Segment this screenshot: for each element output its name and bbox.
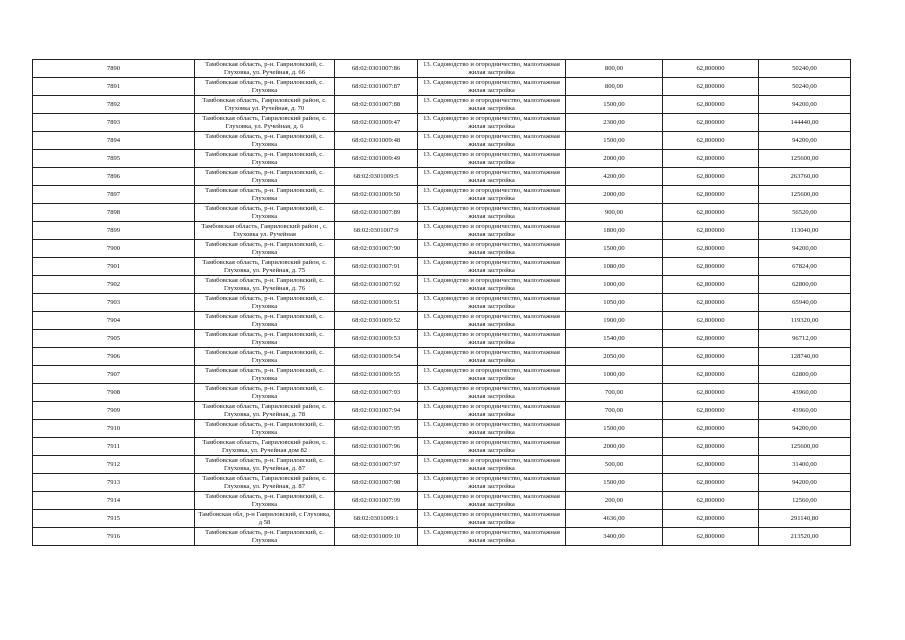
area-cell: 1800,00: [566, 222, 663, 240]
row-number-cell: 7905: [33, 330, 195, 348]
land-use-cell: 13. Садоводство и огородничество, малоэтажная жилая застройка: [418, 330, 566, 348]
cadastral-number-cell: 68:02:0301007:92: [335, 276, 418, 294]
address-cell: Тамбовская область, р-н. Гавриловский, с. Глуховка: [195, 492, 335, 510]
specific-value-cell: 62,800000: [663, 384, 759, 402]
table-row: [33, 420, 851, 438]
area-cell: 700,00: [566, 402, 663, 420]
table-row: [33, 114, 851, 132]
land-use-cell: 13. Садоводство и огородничество, малоэтажная жилая застройка: [418, 438, 566, 456]
table-row: [33, 60, 851, 78]
address-cell: Тамбовская область, р-н. Гавриловский, с. Глуховка: [195, 528, 335, 546]
specific-value-cell: 62,800000: [663, 114, 759, 132]
address-cell: Тамбовская область, р-н. Гавриловский, с. Глуховка: [195, 420, 335, 438]
table-row: [33, 312, 851, 330]
cadastral-number-cell: 68:02:0301009:52: [335, 312, 418, 330]
address-cell: Тамбовская область, р-н. Гавриловский, с. Глуховка: [195, 384, 335, 402]
land-use-cell: 13. Садоводство и огородничество, малоэтажная жилая застройка: [418, 456, 566, 474]
cadastral-value-table: [32, 59, 851, 546]
row-number-cell: 7891: [33, 78, 195, 96]
area-cell: 2000,00: [566, 150, 663, 168]
table-row: [33, 78, 851, 96]
table-row: [33, 240, 851, 258]
address-cell: Тамбовская обл, р-н Гавриловский, с Глуховка, д 58: [195, 510, 335, 528]
cadastral-number-cell: 68:02:0301007:87: [335, 78, 418, 96]
cadastral-value-cell: 125600,00: [759, 150, 851, 168]
table-row: [33, 402, 851, 420]
cadastral-number-cell: 68:02:0301009:5: [335, 168, 418, 186]
specific-value-cell: 62,800000: [663, 60, 759, 78]
table-row: [33, 366, 851, 384]
cadastral-value-cell: 119320,00: [759, 312, 851, 330]
specific-value-cell: 62,800000: [663, 510, 759, 528]
land-use-cell: 13. Садоводство и огородничество, малоэтажная жилая застройка: [418, 150, 566, 168]
row-number-cell: 7892: [33, 96, 195, 114]
row-number-cell: 7909: [33, 402, 195, 420]
land-use-cell: 13. Садоводство и огородничество, малоэтажная жилая застройка: [418, 222, 566, 240]
land-use-cell: 13. Садоводство и огородничество, малоэтажная жилая застройка: [418, 186, 566, 204]
specific-value-cell: 62,800000: [663, 402, 759, 420]
cadastral-value-cell: 62800,00: [759, 366, 851, 384]
area-cell: 800,00: [566, 60, 663, 78]
row-number-cell: 7898: [33, 204, 195, 222]
land-use-cell: 13. Садоводство и огородничество, малоэтажная жилая застройка: [418, 348, 566, 366]
area-cell: 800,00: [566, 78, 663, 96]
specific-value-cell: 62,800000: [663, 456, 759, 474]
address-cell: Тамбовская область, Гавриловский район, с. Глуховка, ул. Ручейная, д. 6: [195, 114, 335, 132]
address-cell: Тамбовская область, р-н. Гавриловский, с. Глуховка: [195, 348, 335, 366]
land-use-cell: 13. Садоводство и огородничество, малоэтажная жилая застройка: [418, 528, 566, 546]
specific-value-cell: 62,800000: [663, 492, 759, 510]
specific-value-cell: 62,800000: [663, 150, 759, 168]
cadastral-number-cell: 68:02:0301009:50: [335, 186, 418, 204]
row-number-cell: 7900: [33, 240, 195, 258]
row-number-cell: 7897: [33, 186, 195, 204]
area-cell: 200,00: [566, 492, 663, 510]
land-use-cell: 13. Садоводство и огородничество, малоэтажная жилая застройка: [418, 204, 566, 222]
specific-value-cell: 62,800000: [663, 258, 759, 276]
area-cell: 1500,00: [566, 420, 663, 438]
cadastral-number-cell: 68:02:0301007:90: [335, 240, 418, 258]
land-use-cell: 13. Садоводство и огородничество, малоэтажная жилая застройка: [418, 258, 566, 276]
cadastral-value-cell: 291140,80: [759, 510, 851, 528]
cadastral-value-cell: 50240,00: [759, 78, 851, 96]
cadastral-value-cell: 50240,00: [759, 60, 851, 78]
table-row: [33, 474, 851, 492]
cadastral-number-cell: 68:02:0301007:98: [335, 474, 418, 492]
land-use-cell: 13. Садоводство и огородничество, малоэтажная жилая застройка: [418, 168, 566, 186]
row-number-cell: 7896: [33, 168, 195, 186]
address-cell: Тамбовская область, Гавриловский район, с. Глуховка, ул. Ручейная дом 82: [195, 438, 335, 456]
table-row: [33, 168, 851, 186]
row-number-cell: 7903: [33, 294, 195, 312]
cadastral-value-cell: 94200,00: [759, 96, 851, 114]
area-cell: 1500,00: [566, 240, 663, 258]
area-cell: 900,00: [566, 204, 663, 222]
land-use-cell: 13. Садоводство и огородничество, малоэтажная жилая застройка: [418, 96, 566, 114]
row-number-cell: 7914: [33, 492, 195, 510]
table-row: [33, 510, 851, 528]
cadastral-value-cell: 94200,00: [759, 240, 851, 258]
specific-value-cell: 62,800000: [663, 168, 759, 186]
specific-value-cell: 62,800000: [663, 348, 759, 366]
cadastral-number-cell: 68:02:0301007:93: [335, 384, 418, 402]
row-number-cell: 7911: [33, 438, 195, 456]
table-row: [33, 384, 851, 402]
area-cell: 4200,00: [566, 168, 663, 186]
cadastral-value-cell: 94200,00: [759, 474, 851, 492]
row-number-cell: 7906: [33, 348, 195, 366]
table-row: [33, 222, 851, 240]
address-cell: Тамбовская область, р-н. Гавриловский, с. Глуховка, ул. Ручейная, д. 66: [195, 60, 335, 78]
address-cell: Тамбовская область, р-н. Гавриловский, с. Глуховка: [195, 186, 335, 204]
address-cell: Тамбовская область, Гавриловский район, с. Глуховка, ул. Ручейная, д. 75: [195, 258, 335, 276]
address-cell: Тамбовская область, Гавриловский район, с. Глуховка, ул. Ручейная, д. 78: [195, 402, 335, 420]
cadastral-number-cell: 68:02:0301009:53: [335, 330, 418, 348]
cadastral-number-cell: 68:02:0301007:88: [335, 96, 418, 114]
row-number-cell: 7899: [33, 222, 195, 240]
land-use-cell: 13. Садоводство и огородничество, малоэтажная жилая застройка: [418, 384, 566, 402]
table-body: [33, 60, 851, 546]
specific-value-cell: 62,800000: [663, 186, 759, 204]
specific-value-cell: 62,800000: [663, 132, 759, 150]
cadastral-value-cell: 67824,00: [759, 258, 851, 276]
row-number-cell: 7910: [33, 420, 195, 438]
cadastral-value-cell: 113040,00: [759, 222, 851, 240]
address-cell: Тамбовская область, Гавриловский район, с. Глуховка ул. Ручейная, д. 70: [195, 96, 335, 114]
cadastral-value-cell: 128740,00: [759, 348, 851, 366]
cadastral-value-cell: 31400,00: [759, 456, 851, 474]
address-cell: Тамбовская область, р-н. Гавриловский, с. Глуховка: [195, 312, 335, 330]
land-use-cell: 13. Садоводство и огородничество, малоэтажная жилая застройка: [418, 474, 566, 492]
cadastral-number-cell: 68:02:0301009:48: [335, 132, 418, 150]
land-use-cell: 13. Садоводство и огородничество, малоэтажная жилая застройка: [418, 78, 566, 96]
address-cell: Тамбовская область, р-н. Гавриловский, с. Глуховка, ул. Ручейная, д. 76: [195, 276, 335, 294]
cadastral-value-cell: 94200,00: [759, 420, 851, 438]
cadastral-value-cell: 125600,00: [759, 186, 851, 204]
cadastral-number-cell: 68:02:0301009:49: [335, 150, 418, 168]
table-row: [33, 258, 851, 276]
address-cell: Тамбовская область, Гавриловский район, с. Глуховка, ул. Ручейная, д. 87: [195, 474, 335, 492]
specific-value-cell: 62,800000: [663, 438, 759, 456]
row-number-cell: 7908: [33, 384, 195, 402]
area-cell: 1500,00: [566, 96, 663, 114]
cadastral-number-cell: 68:02:0301007:95: [335, 420, 418, 438]
land-use-cell: 13. Садоводство и огородничество, малоэтажная жилая застройка: [418, 114, 566, 132]
area-cell: 2000,00: [566, 438, 663, 456]
row-number-cell: 7901: [33, 258, 195, 276]
cadastral-number-cell: 68:02:0301007:94: [335, 402, 418, 420]
specific-value-cell: 62,800000: [663, 78, 759, 96]
cadastral-value-cell: 43960,00: [759, 402, 851, 420]
cadastral-number-cell: 68:02:0301009:10: [335, 528, 418, 546]
land-use-cell: 13. Садоводство и огородничество, малоэтажная жилая застройка: [418, 312, 566, 330]
cadastral-number-cell: 68:02:0301009:55: [335, 366, 418, 384]
cadastral-value-cell: 56520,00: [759, 204, 851, 222]
specific-value-cell: 62,800000: [663, 222, 759, 240]
area-cell: 3400,00: [566, 528, 663, 546]
address-cell: Тамбовская область, р-н. Гавриловский, с. Глуховка: [195, 366, 335, 384]
row-number-cell: 7893: [33, 114, 195, 132]
row-number-cell: 7902: [33, 276, 195, 294]
area-cell: 2000,00: [566, 186, 663, 204]
land-use-cell: 13. Садоводство и огородничество, малоэтажная жилая застройка: [418, 420, 566, 438]
row-number-cell: 7894: [33, 132, 195, 150]
area-cell: 1000,00: [566, 366, 663, 384]
table-row: [33, 204, 851, 222]
land-use-cell: 13. Садоводство и огородничество, малоэтажная жилая застройка: [418, 60, 566, 78]
address-cell: Тамбовская область, р-н. Гавриловский, с. Глуховка: [195, 132, 335, 150]
table-row: [33, 528, 851, 546]
cadastral-number-cell: 68:02:0301007:89: [335, 204, 418, 222]
address-cell: Тамбовская область, р-н. Гавриловский, с. Глуховка, ул. Ручейная, д. 87: [195, 456, 335, 474]
cadastral-number-cell: 68:02:0301009:1: [335, 510, 418, 528]
area-cell: 500,00: [566, 456, 663, 474]
table-row: [33, 132, 851, 150]
row-number-cell: 7895: [33, 150, 195, 168]
cadastral-number-cell: 68:02:0301007:99: [335, 492, 418, 510]
table-row: [33, 150, 851, 168]
area-cell: 1080,00: [566, 258, 663, 276]
table-row: [33, 96, 851, 114]
area-cell: 1050,00: [566, 294, 663, 312]
cadastral-value-cell: 12560,00: [759, 492, 851, 510]
specific-value-cell: 62,800000: [663, 240, 759, 258]
table-row: [33, 294, 851, 312]
table-row: [33, 492, 851, 510]
table-row: [33, 330, 851, 348]
row-number-cell: 7913: [33, 474, 195, 492]
cadastral-number-cell: 68:02:0301007:97: [335, 456, 418, 474]
land-use-cell: 13. Садоводство и огородничество, малоэтажная жилая застройка: [418, 294, 566, 312]
cadastral-value-cell: 65940,00: [759, 294, 851, 312]
specific-value-cell: 62,800000: [663, 96, 759, 114]
area-cell: 4636,00: [566, 510, 663, 528]
cadastral-number-cell: 68:02:0301007:96: [335, 438, 418, 456]
table-row: [33, 438, 851, 456]
cadastral-number-cell: 68:02:0301009:47: [335, 114, 418, 132]
specific-value-cell: 62,800000: [663, 330, 759, 348]
address-cell: Тамбовская область, р-н. Гавриловский, с. Глуховка: [195, 204, 335, 222]
address-cell: Тамбовская область, р-н. Гавриловский, с. Глуховка: [195, 168, 335, 186]
row-number-cell: 7907: [33, 366, 195, 384]
specific-value-cell: 62,800000: [663, 294, 759, 312]
specific-value-cell: 62,800000: [663, 528, 759, 546]
specific-value-cell: 62,800000: [663, 276, 759, 294]
table-row: [33, 186, 851, 204]
cadastral-value-cell: 62800,00: [759, 276, 851, 294]
land-use-cell: 13. Садоводство и огородничество, малоэтажная жилая застройка: [418, 510, 566, 528]
cadastral-number-cell: 68:02:0301009:51: [335, 294, 418, 312]
row-number-cell: 7916: [33, 528, 195, 546]
row-number-cell: 7912: [33, 456, 195, 474]
land-use-cell: 13. Садоводство и огородничество, малоэтажная жилая застройка: [418, 276, 566, 294]
land-use-cell: 13. Садоводство и огородничество, малоэтажная жилая застройка: [418, 402, 566, 420]
row-number-cell: 7915: [33, 510, 195, 528]
area-cell: 700,00: [566, 384, 663, 402]
address-cell: Тамбовская область, р-н. Гавриловский, с. Глуховка: [195, 330, 335, 348]
address-cell: Тамбовская область, р-н. Гавриловский, с. Глуховка: [195, 240, 335, 258]
row-number-cell: 7904: [33, 312, 195, 330]
specific-value-cell: 62,800000: [663, 474, 759, 492]
land-use-cell: 13. Садоводство и огородничество, малоэтажная жилая застройка: [418, 492, 566, 510]
cadastral-value-cell: 144440,00: [759, 114, 851, 132]
cadastral-value-cell: 125600,00: [759, 438, 851, 456]
row-number-cell: 7890: [33, 60, 195, 78]
area-cell: 1900,00: [566, 312, 663, 330]
land-use-cell: 13. Садоводство и огородничество, малоэтажная жилая застройка: [418, 366, 566, 384]
cadastral-value-cell: 43960,00: [759, 384, 851, 402]
area-cell: 1000,00: [566, 276, 663, 294]
address-cell: Тамбовская область, р-н. Гавриловский, с. Глуховка: [195, 294, 335, 312]
specific-value-cell: 62,800000: [663, 420, 759, 438]
area-cell: 1500,00: [566, 474, 663, 492]
area-cell: 2300,00: [566, 114, 663, 132]
table-row: [33, 276, 851, 294]
land-use-cell: 13. Садоводство и огородничество, малоэтажная жилая застройка: [418, 240, 566, 258]
specific-value-cell: 62,800000: [663, 366, 759, 384]
cadastral-number-cell: 68:02:0301007:91: [335, 258, 418, 276]
land-use-cell: 13. Садоводство и огородничество, малоэтажная жилая застройка: [418, 132, 566, 150]
cadastral-number-cell: 68:02:0301007:9: [335, 222, 418, 240]
cadastral-value-cell: 213520,00: [759, 528, 851, 546]
area-cell: 1540,00: [566, 330, 663, 348]
address-cell: Тамбовская область, р-н. Гавриловский, с. Глуховка: [195, 150, 335, 168]
specific-value-cell: 62,800000: [663, 312, 759, 330]
cadastral-value-cell: 263760,00: [759, 168, 851, 186]
address-cell: Тамбовская область, р-н. Гавриловский, с. Глуховка: [195, 78, 335, 96]
specific-value-cell: 62,800000: [663, 204, 759, 222]
table-row: [33, 456, 851, 474]
cadastral-value-cell: 94200,00: [759, 132, 851, 150]
table-row: [33, 348, 851, 366]
address-cell: Тамбовская область, Гавриловский район , с. Глуховка ул. Ручейная: [195, 222, 335, 240]
cadastral-number-cell: 68:02:0301009:54: [335, 348, 418, 366]
area-cell: 2050,00: [566, 348, 663, 366]
cadastral-value-cell: 96712,00: [759, 330, 851, 348]
cadastral-number-cell: 68:02:0301007:86: [335, 60, 418, 78]
area-cell: 1500,00: [566, 132, 663, 150]
